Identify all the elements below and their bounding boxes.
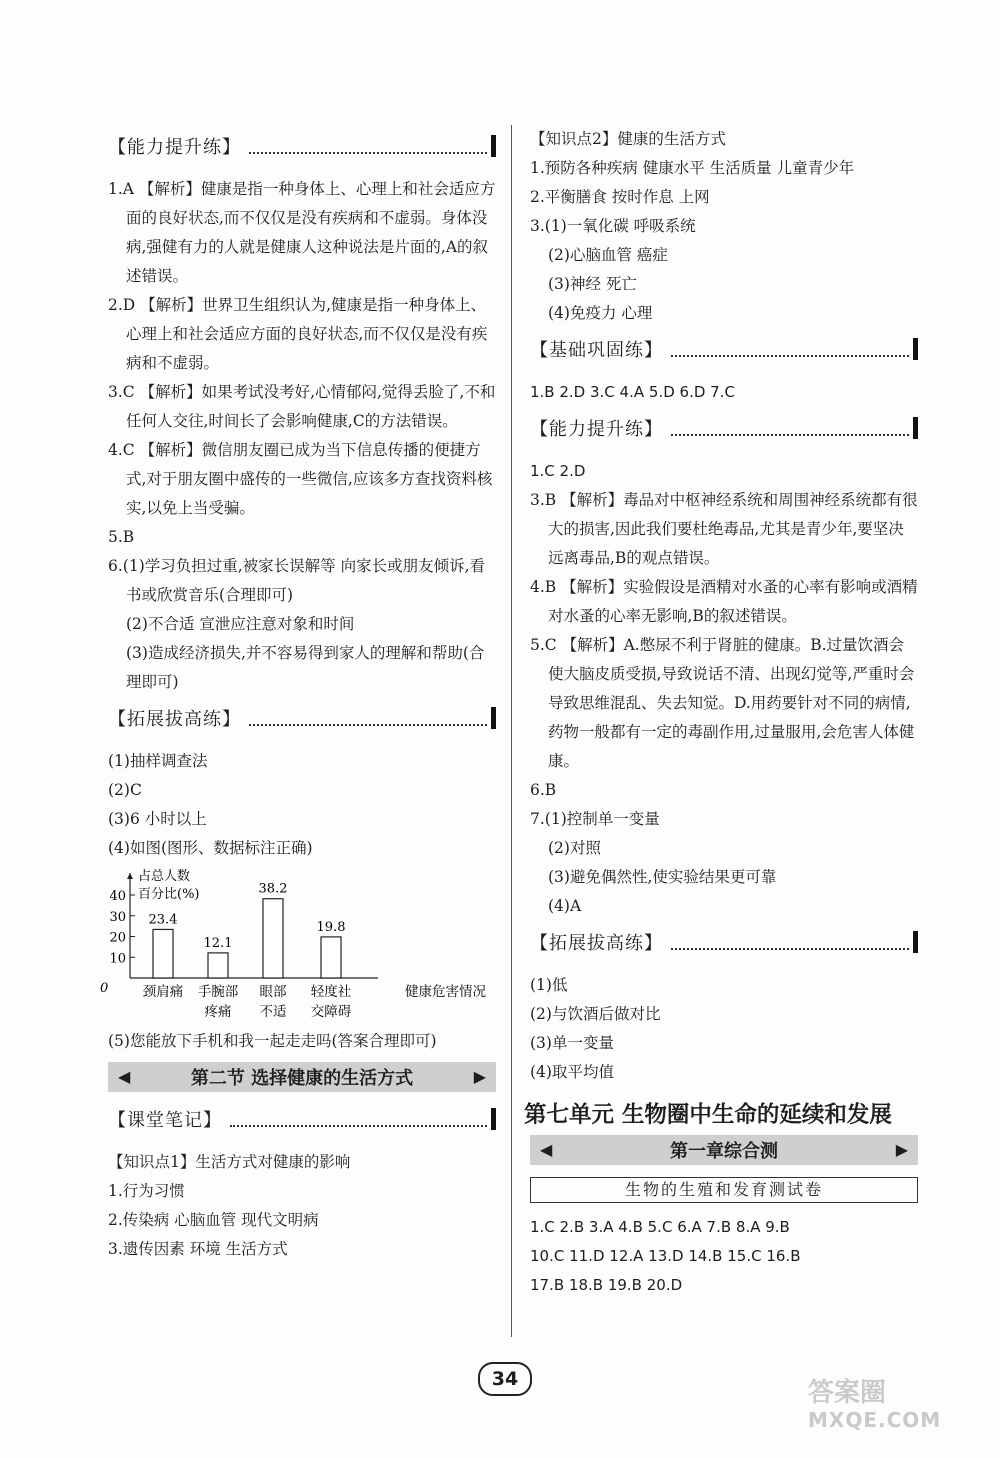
extend-1: (1)抽样调查法	[108, 752, 208, 770]
bar-value-label: 23.4	[148, 912, 178, 928]
unit-title: 第七单元 生物圈中生命的延续和发展	[524, 1102, 892, 1128]
header-bar	[491, 135, 496, 157]
test-answers-row-2: 10.C 11.D 12.A 13.D 14.B 15.C 16.B	[530, 1247, 801, 1265]
section-header-basic	[530, 334, 918, 364]
answer-r4: 4.B 【解析】实验假设是酒精对水蚤的心率有影响或酒精对水蚤的心率无影响,B的叙述错误。	[530, 578, 918, 625]
category-label: 眼部	[259, 984, 287, 1000]
y-tick-label: 10	[109, 951, 126, 967]
column-divider	[511, 125, 512, 1337]
y-tick-label: 40	[109, 889, 126, 904]
category-label: 不适	[259, 1004, 287, 1020]
section-header-notes	[108, 1104, 496, 1134]
basic-answers: 1.B 2.D 3.C 4.A 5.D 6.D 7.C	[530, 383, 735, 401]
extend-r2: (2)与饮酒后做对比	[530, 1005, 661, 1023]
answer-r6: 6.B	[530, 781, 557, 799]
x-axis-label: 健康危害情况	[405, 984, 486, 1000]
bar	[321, 937, 341, 978]
bar-value-label: 12.1	[203, 935, 233, 951]
bar-value-label: 38.2	[258, 881, 288, 897]
dotted-leader	[671, 934, 909, 950]
y-axis-label-line1: 占总人数	[138, 869, 191, 884]
section-banner	[108, 1062, 496, 1092]
section-header-extend-2	[530, 927, 918, 957]
section-title: 【拓展拔高练】	[530, 933, 663, 954]
category-label: 手腕部	[197, 984, 239, 1000]
dotted-leader	[671, 420, 909, 436]
left-column	[100, 125, 496, 1264]
watermark-url: MXQE.COM	[808, 1408, 942, 1432]
chapter-title: 第一章综合测	[670, 1141, 778, 1162]
kp2-item-2: 2.平衡膳食 按时作息 上网	[530, 188, 710, 206]
extend-4: (4)如图(图形、数据标注正确)	[108, 839, 313, 857]
answer-q1: 1.A 【解析】健康是指一种身体上、心理上和社会适应方面的良好状态,而不仅仅是没有疾病和不虚弱。身体没病,强健有力的人就是健康人这种说法是片面的,A的叙述错误。	[108, 180, 496, 285]
bar-chart	[100, 863, 496, 1023]
category-label: 轻度社	[310, 984, 352, 1000]
header-bar	[913, 338, 918, 360]
banner-title: 第二节 选择健康的生活方式	[190, 1068, 414, 1089]
answer-r7a: 7.(1)控制单一变量	[530, 810, 660, 828]
answer-r3: 3.B 【解析】毒品对中枢神经系统和周围神经系统都有很大的损害,因此我们要杜绝毒品,尤其是青少年,要坚决远离毒品,B的观点错误。	[530, 491, 918, 567]
section-header-ability-2	[530, 413, 918, 443]
test-answers-row-1: 1.C 2.B 3.A 4.B 5.C 6.A 7.B 8.A 9.B	[530, 1218, 790, 1236]
y-tick-label: 20	[109, 930, 126, 946]
origin-label: 0	[100, 981, 109, 996]
header-bar	[913, 931, 918, 953]
answer-q6a: 6.(1)学习负担过重,被家长误解等 向家长或朋友倾诉,看书或欣赏音乐(合理即可)	[108, 557, 486, 604]
answer-q6b: (2)不合适 宣泄应注意对象和时间	[126, 615, 355, 633]
kp2-item-3b: (2)心脑血管 癌症	[548, 246, 668, 264]
chapter-banner	[530, 1135, 918, 1165]
section-title: 【能力提升练】	[108, 137, 241, 158]
extend-2: (2)C	[108, 781, 142, 799]
answer-q6c: (3)造成经济损失,并不容易得到家人的理解和帮助(合理即可)	[126, 644, 485, 691]
section-title: 【基础巩固练】	[530, 340, 663, 361]
y-tick-label: 30	[109, 909, 126, 925]
section-header-extend	[108, 703, 496, 733]
bar-value-label: 19.8	[316, 919, 346, 935]
extend-5: (5)您能放下手机和我一起走走吗(答案合理即可)	[108, 1032, 437, 1050]
category-label: 颈肩痛	[142, 984, 184, 1000]
dotted-leader	[671, 341, 909, 357]
dotted-leader	[249, 710, 487, 726]
bar	[153, 929, 173, 978]
answer-q5: 5.B	[108, 528, 135, 546]
watermark-logo: 答案圈	[808, 1378, 887, 1408]
left-triangle-icon: ◀	[540, 1140, 553, 1159]
extend-r1: (1)低	[530, 976, 568, 994]
answer-r5: 5.C 【解析】A.憋尿不利于肾脏的健康。B.过量饮酒会使大脑皮质受损,导致说话不清、出现幻觉等,严重时会导致思维混乱、失去知觉。D.用药要针对不同的病情,药物一般都有一定的毒副作用,过量服用,会危害人体健康。	[530, 636, 915, 770]
dotted-leader	[249, 138, 487, 154]
test-title-box: 生物的生殖和发育测试卷	[530, 1177, 918, 1203]
category-label: 交障碍	[310, 1004, 352, 1020]
header-bar	[491, 707, 496, 729]
section-title: 【拓展拔高练】	[108, 709, 241, 730]
extend-3: (3)6 小时以上	[108, 810, 207, 828]
answer-q4: 4.C 【解析】微信朋友圈已成为当下信息传播的便捷方式,对于朋友圈中盛传的一些微信,应该多方查找资料核实,以免上当受骗。	[108, 441, 493, 517]
header-bar	[913, 417, 918, 439]
section-header-ability	[108, 131, 496, 161]
kp1-item-1: 1.行为习惯	[108, 1182, 185, 1200]
kp1-item-2: 2.传染病 心脑血管 现代文明病	[108, 1211, 319, 1229]
left-triangle-icon: ◀	[118, 1067, 131, 1086]
bar	[263, 899, 283, 978]
dotted-leader	[230, 1111, 487, 1127]
knowledge-point-2: 【知识点2】健康的生活方式	[530, 130, 726, 148]
answer-q2: 2.D 【解析】世界卫生组织认为,健康是指一种身体上、心理上和社会适应方面的良好状态,而不仅仅是没有疾病和不虚弱。	[108, 296, 488, 372]
section-title: 【课堂笔记】	[108, 1110, 222, 1131]
answer-r7b: (2)对照	[548, 839, 601, 857]
ability-answers-1-2: 1.C 2.D	[530, 462, 586, 480]
y-axis-arrow-icon	[127, 873, 133, 879]
right-triangle-icon: ▶	[473, 1067, 486, 1086]
test-answers-row-3: 17.B 18.B 19.B 20.D	[530, 1276, 683, 1294]
header-bar	[491, 1108, 496, 1130]
kp1-item-3: 3.遗传因素 环境 生活方式	[108, 1240, 288, 1258]
extend-r3: (3)单一变量	[530, 1034, 614, 1052]
category-label: 疼痛	[204, 1004, 232, 1020]
knowledge-point-1: 【知识点1】生活方式对健康的影响	[108, 1153, 351, 1171]
kp2-item-3d: (4)免疫力 心理	[548, 304, 653, 322]
extend-r4: (4)取平均值	[530, 1063, 614, 1081]
kp2-item-3a: 3.(1)一氧化碳 呼吸系统	[530, 217, 696, 235]
right-column	[524, 125, 918, 1300]
page-number: 34	[478, 1362, 532, 1396]
answer-r7c: (3)避免偶然性,使实验结果更可靠	[548, 868, 777, 886]
right-triangle-icon: ▶	[895, 1140, 908, 1159]
bar	[208, 953, 228, 978]
kp2-item-3c: (3)神经 死亡	[548, 275, 637, 293]
y-axis-label-line2: 百分比(%)	[138, 887, 200, 902]
answer-r7d: (4)A	[548, 897, 582, 915]
answer-q3: 3.C 【解析】如果考试没考好,心情郁闷,觉得丢脸了,不和任何人交往,时间长了会影响健康,C的方法错误。	[108, 383, 496, 430]
section-title: 【能力提升练】	[530, 419, 663, 440]
kp2-item-1: 1.预防各种疾病 健康水平 生活质量 儿童青少年	[530, 159, 855, 177]
